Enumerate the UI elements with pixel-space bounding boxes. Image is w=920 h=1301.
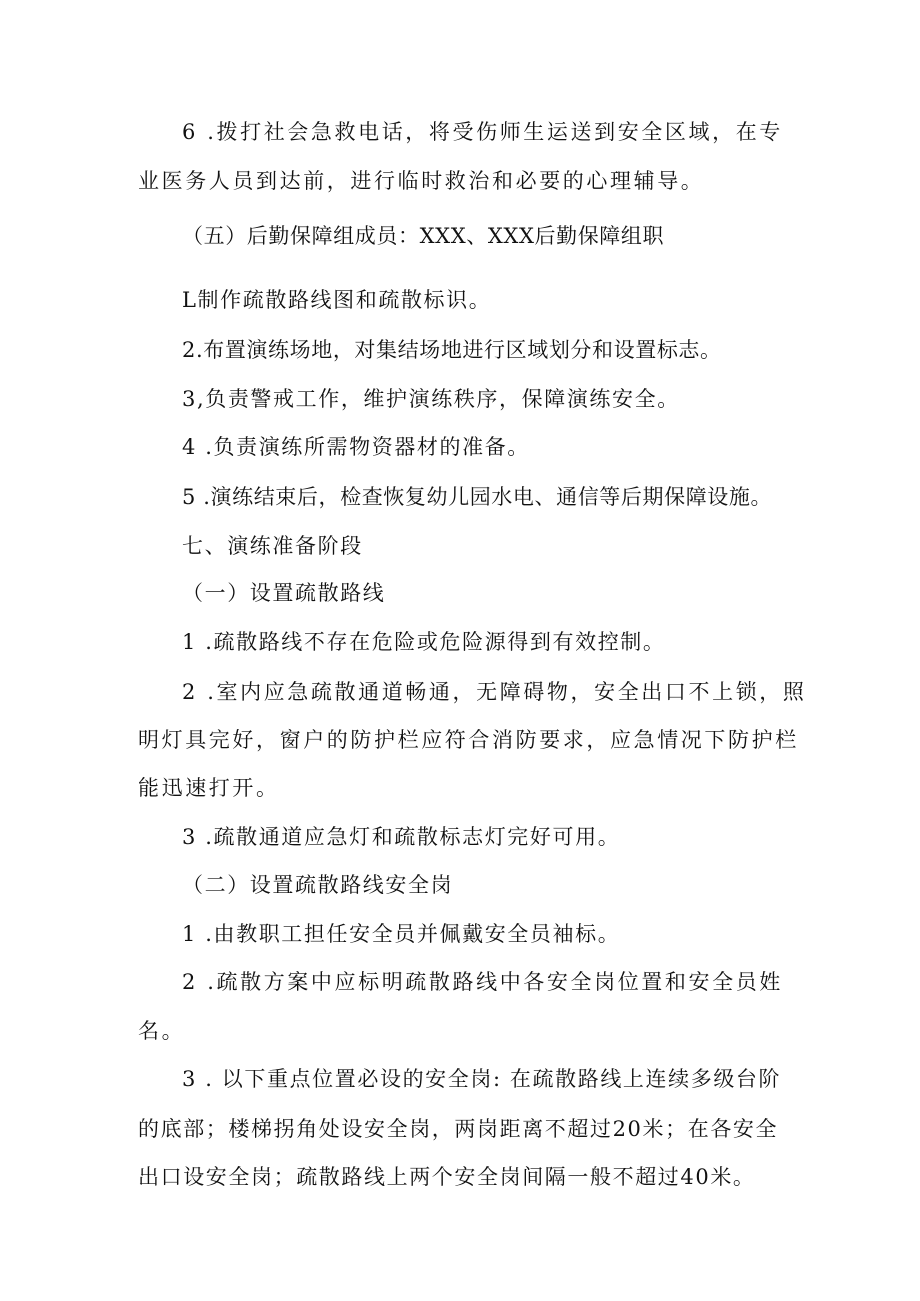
section-heading: 七、演练准备阶段 <box>182 534 363 558</box>
paragraph-line: 3 . 以下重点位置必设的安全岗: 在疏散路线上连续多级台阶 <box>182 1067 782 1091</box>
paragraph-line: 的底部；楼梯拐角处设安全岗，两岗距离不超过20米；在各安全 <box>138 1117 779 1141</box>
list-item: 3 .疏散通道应急灯和疏散标志灯完好可用。 <box>182 825 621 849</box>
subsection-heading: （一）设置疏散路线 <box>182 581 386 605</box>
paragraph-line: 2 .室内应急疏散通道畅通，无障碍物，安全出口不上锁，照 <box>182 680 807 704</box>
list-item: 1 .由教职工担任安全员并佩戴安全员袖标。 <box>182 922 621 946</box>
list-item: 1 .疏散路线不存在危险或危险源得到有效控制。 <box>182 630 666 654</box>
list-item: 4 .负责演练所需物资器材的准备。 <box>182 435 530 459</box>
list-item: 3,负责警戒工作，维护演练秩序，保障演练安全。 <box>182 387 680 411</box>
paragraph-line: 能迅速打开。 <box>138 776 280 800</box>
paragraph-line: 6 .拨打社会急救电话，将受伤师生运送到安全区域，在专 <box>182 120 783 144</box>
subsection-heading: （二）设置疏散路线安全岗 <box>182 873 454 897</box>
list-item: L制作疏散路线图和疏散标识。 <box>182 288 492 312</box>
list-item: 5 .演练结束后，检查恢复幼儿园水电、通信等后期保障设施。 <box>182 485 773 509</box>
paragraph-line: 2 .疏散方案中应标明疏散路线中各安全岗位置和安全员姓 <box>182 970 783 994</box>
paragraph-line: 名。 <box>138 1019 186 1043</box>
list-item: 2.布置演练场地，对集结场地进行区域划分和设置标志。 <box>182 338 722 362</box>
paragraph-line: 出口设安全岗；疏散路线上两个安全岗间隔一般不超过40米。 <box>138 1165 756 1189</box>
paragraph-line: 业医务人员到达前，进行临时救治和必要的心理辅导。 <box>138 169 705 193</box>
paragraph-line: 明灯具完好，窗户的防护栏应符合消防要求，应急情况下防护栏 <box>138 728 799 752</box>
section-heading: （五）后勤保障组成员：XXX、XXX后勤保障组职 <box>182 224 665 248</box>
